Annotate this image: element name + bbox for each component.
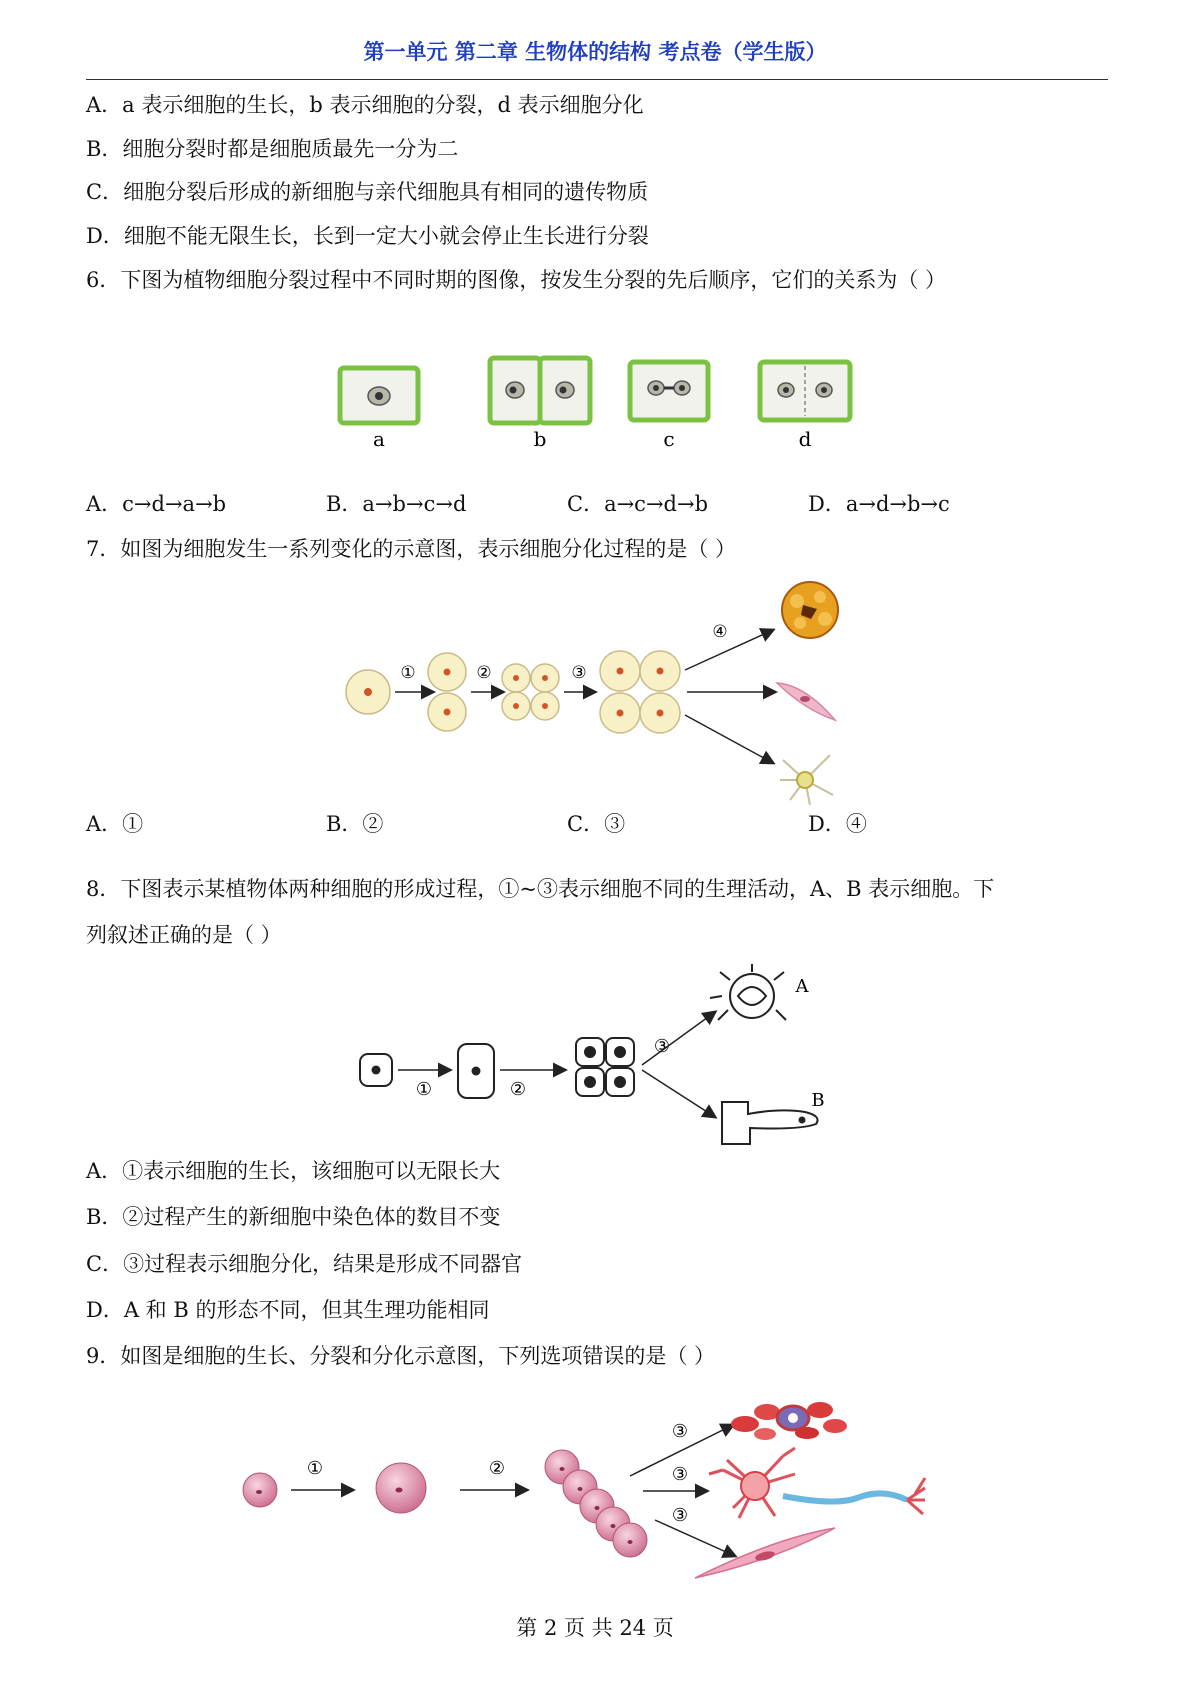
- q8-stem-line-2: 列叙述正确的是（ ）: [86, 923, 282, 947]
- q6-cell-b: [490, 358, 590, 423]
- q8-grown-cell: [458, 1044, 494, 1098]
- q7-step-2-label: ②: [476, 663, 492, 683]
- q6-plant-cell-division-figure: [330, 340, 870, 455]
- q9-step-1-label: ①: [306, 1458, 324, 1479]
- q5-option-d[interactable]: D．细胞不能无限生长，长到一定大小就会停止生长进行分裂: [86, 224, 649, 248]
- q9-step-2-label: ②: [488, 1458, 506, 1479]
- q9-cell-chain: [545, 1450, 647, 1557]
- q8-stem-line-1: 8．下图表示某植物体两种细胞的形成过程，①~③表示细胞不同的生理活动，A、B 表示细胞。下: [86, 877, 995, 901]
- q8-small-cell: [360, 1054, 392, 1086]
- q9-blood-cells: [731, 1402, 847, 1440]
- q6-cell-c: [630, 362, 708, 420]
- q8-cell-a-guard: [710, 964, 786, 1020]
- q7-grown-cells: [600, 651, 680, 733]
- q7-option-a[interactable]: A．①: [86, 812, 144, 836]
- q9-step-3c-label: ③: [671, 1505, 689, 1526]
- header-divider: [86, 79, 1108, 80]
- page-footer-number: 第 2 页 共 24 页: [516, 1616, 674, 1640]
- q6-label-c: c: [663, 427, 675, 451]
- q8-divided-cells: [576, 1038, 634, 1096]
- q9-muscle-cell: [695, 1528, 835, 1578]
- q7-step-3-label: ③: [571, 663, 587, 683]
- q8-option-b[interactable]: B．②过程产生的新细胞中染色体的数目不变: [86, 1205, 501, 1229]
- q6-cell-a: [340, 368, 418, 423]
- q8-cell-b-label: B: [811, 1090, 825, 1111]
- q7-spindle-cell: [777, 683, 835, 720]
- q6-option-b[interactable]: B．a→b→c→d: [326, 492, 467, 516]
- q8-step-3-label: ③: [653, 1036, 671, 1057]
- q8-cell-a-label: A: [795, 976, 809, 997]
- q7-cell-differentiation-figure: [335, 575, 855, 810]
- q7-nerve-cell: [780, 755, 833, 805]
- q8-step-1-label: ①: [415, 1079, 433, 1100]
- q6-cell-d: [760, 362, 850, 420]
- q7-single-cell: [346, 670, 390, 714]
- q9-cell-growth-division-differentiation-figure: [235, 1388, 955, 1598]
- q9-nerve-cell: [709, 1448, 925, 1518]
- q5-option-c[interactable]: C．细胞分裂后形成的新细胞与亲代细胞具有相同的遗传物质: [86, 180, 649, 204]
- q6-option-c[interactable]: C．a→c→d→b: [567, 492, 709, 516]
- q7-rounded-cell-cluster: [782, 582, 838, 638]
- q9-step-3a-label: ③: [671, 1421, 689, 1442]
- q6-label-a: a: [373, 427, 385, 451]
- q9-grown-cell: [376, 1463, 426, 1513]
- q8-plant-cell-formation-figure: [350, 962, 840, 1147]
- q7-two-cells: [428, 653, 466, 731]
- q8-option-a[interactable]: A．①表示细胞的生长，该细胞可以无限长大: [86, 1159, 501, 1183]
- q9-step-3b-label: ③: [671, 1464, 689, 1485]
- q6-option-a[interactable]: A．c→d→a→b: [86, 492, 227, 516]
- q7-four-cells: [502, 664, 559, 720]
- q7-option-d[interactable]: D．④: [808, 812, 867, 836]
- q8-cell-b-root-hair: [722, 1102, 818, 1144]
- q7-option-c[interactable]: C．③: [567, 812, 626, 836]
- q7-step-1-label: ①: [400, 663, 416, 683]
- q6-stem: 6．下图为植物细胞分裂过程中不同时期的图像，按发生分裂的先后顺序，它们的关系为（ ）: [86, 268, 947, 292]
- q7-stem: 7．如图为细胞发生一系列变化的示意图，表示细胞分化过程的是（ ）: [86, 537, 737, 561]
- q9-stem: 9．如图是细胞的生长、分裂和分化示意图，下列选项错误的是（ ）: [86, 1344, 716, 1368]
- q7-step-4-label: ④: [712, 622, 728, 642]
- q5-option-b[interactable]: B．细胞分裂时都是细胞质最先一分为二: [86, 137, 459, 161]
- q8-option-d[interactable]: D．A 和 B 的形态不同，但其生理功能相同: [86, 1298, 490, 1322]
- q6-option-d[interactable]: D．a→d→b→c: [808, 492, 950, 516]
- page-header-title: 第一单元 第二章 生物体的结构 考点卷（学生版）: [363, 40, 827, 64]
- q8-step-2-label: ②: [509, 1079, 527, 1100]
- q7-option-b[interactable]: B．②: [326, 812, 384, 836]
- q9-small-cell: [243, 1473, 277, 1507]
- q6-label-b: b: [533, 427, 547, 451]
- q5-option-a[interactable]: A．a 表示细胞的生长，b 表示细胞的分裂，d 表示细胞分化: [86, 93, 644, 117]
- q8-option-c[interactable]: C．③过程表示细胞分化，结果是形成不同器官: [86, 1252, 523, 1276]
- q6-label-d: d: [798, 427, 812, 451]
